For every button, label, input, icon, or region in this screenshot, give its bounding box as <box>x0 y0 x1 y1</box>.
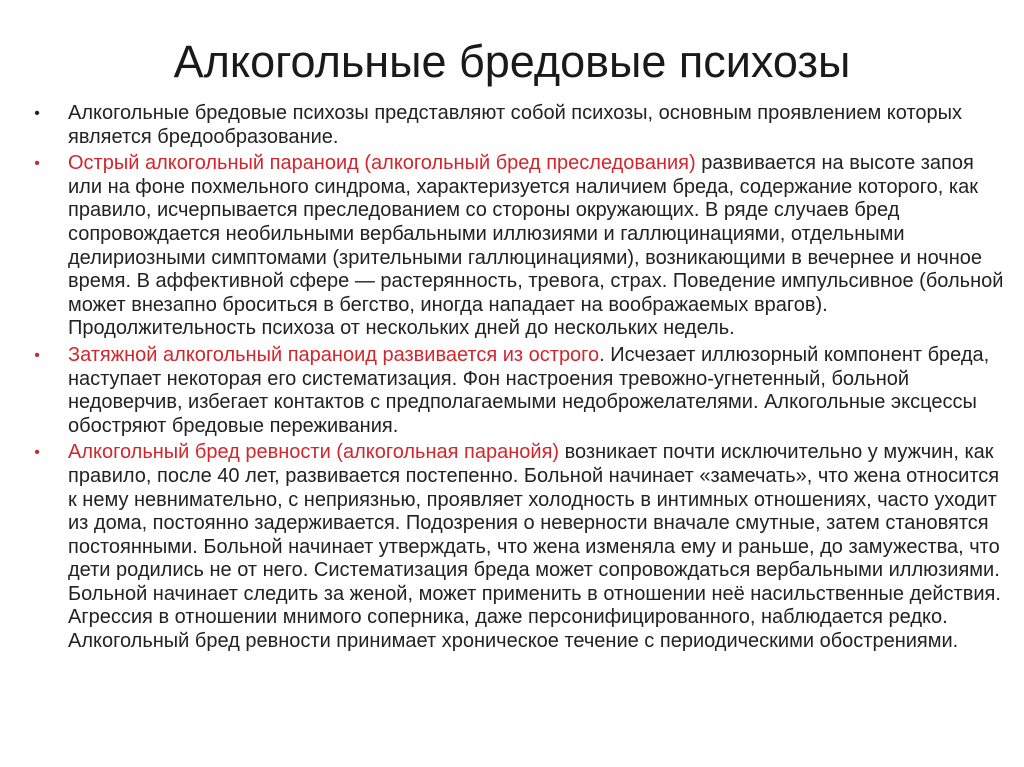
bullet-text-1: Алкогольные бредовые психозы представляют собой психозы, основным проявлением которых является бредообразование. <box>68 102 963 148</box>
bullet-marker-3: • <box>34 346 40 364</box>
bullet-item-4 <box>26 441 1006 653</box>
bullet-lead-2: Острый алкогольный параноид (алкогольный бред преследования) <box>68 152 696 175</box>
bullet-item-3 <box>26 344 1006 438</box>
bullet-marker-2: • <box>34 155 40 173</box>
bullet-lead-3: Затяжной алкогольный параноид развивается из острого <box>68 343 600 366</box>
slide-title: Алкогольные бредовые психозы <box>173 36 851 87</box>
bullet-text-2: развивается на высоте запоя или на фоне похмельного синдрома, характеризуется наличием бреда, содержание которого, как правило, исчерпывается преследованием со стороны окружающих. В ряде случаев бред сопровождается необильными вербальными иллюзиями и галлюцинациями, отдельными делириозными симптомами (зрительными галлюцинациями), возникающими в вечернее и ночное время. В аффективной сфере — растерянность, тревога, страх. Поведение импульсивное (больной может внезапно броситься в бегство, иногда нападает на воображаемых врагов). Продолжительность психоза от нескольких дней до нескольких недель. <box>68 152 1004 340</box>
bullet-marker-4: • <box>34 444 40 462</box>
bullet-marker-1: • <box>34 105 40 122</box>
bullet-item-2 <box>26 152 1006 341</box>
bullet-lead-4: Алкогольный бред ревности (алкогольная паранойя) <box>68 441 560 464</box>
bullet-item-1 <box>26 102 1006 149</box>
bullet-text-4: возникает почти исключительно у мужчин, как правило, после 40 лет, развивается постепенно. Больной начинает «замечать», что жена относится к нему невнимательно, с неприязнью, проявляет холодность в интимных отношениях, часто уходит из дома, постоянно задерживается. Подозрения о неверности вначале смутные, затем становятся постоянными. Больной начинает утверждать, что жена изменяла ему и раньше, до замужества, что дети родились не от него. Систематизация бреда может сопровождаться вербальными иллюзиями. Больной начинает следить за женой, может применить в отношении неё насильственные действия. Агрессия в отношении мнимого соперника, даже персонифицированного, наблюдается редко. Алкогольный бред ревности принимает хроническое течение с периодическими обострениями. <box>68 441 1001 653</box>
bullet-text-3: . Исчезает иллюзорный компонент бреда, наступает некоторая его систематизация. Фон настроения тревожно-угнетенный, больной недоверчив, избегает контактов с предполагаемыми недоброжелателями. Алкогольные эксцессы обостряют бредовые переживания. <box>68 343 990 437</box>
bullet-list <box>26 102 1006 657</box>
